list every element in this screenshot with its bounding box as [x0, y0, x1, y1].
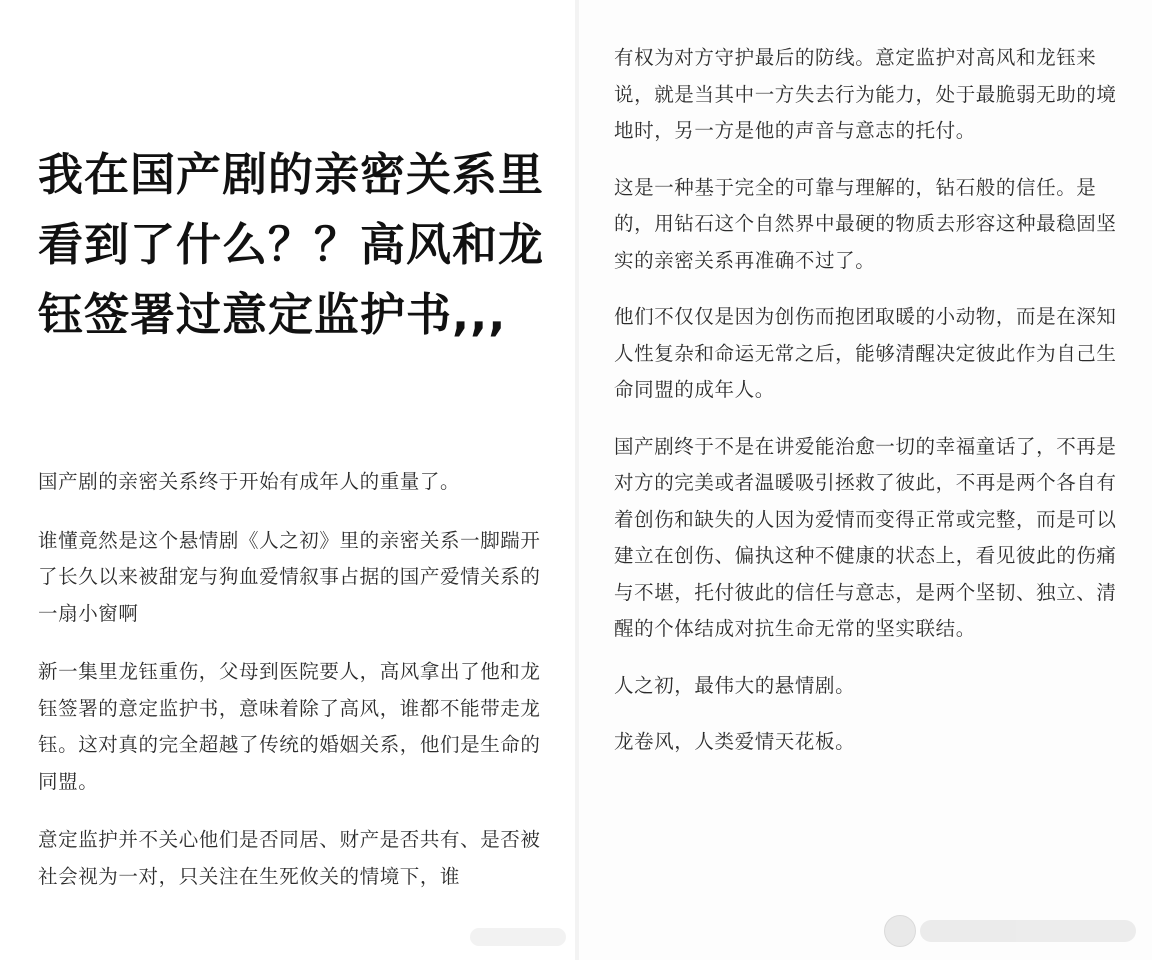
paragraph: 国产剧终于不是在讲爱能治愈一切的幸福童话了，不再是对方的完美或者温暖吸引拯救了彼此，不再是两个各自有着创伤和缺失的人因为爱情而变得正常或完整，而是可以建立在创伤、偏执这种不健康的状态上，看见彼此的伤痛与不堪，托付彼此的信任与意志，是两个坚韧、独立、清醒的个体结成对抗生命无常的坚实联结。 — [614, 434, 1117, 640]
right-body — [614, 40, 1122, 781]
watermark — [470, 928, 566, 946]
paragraph: 人之初，最伟大的悬情剧。 — [614, 673, 856, 697]
paragraph: 龙卷风，人类爱情天花板。 — [614, 730, 856, 753]
left-body — [38, 464, 558, 917]
paragraph: 他们不仅仅是因为创伤而抱团取暖的小动物，而是在深知人性复杂和命运无常之后，能够清醒决定彼此作为自己生命同盟的成年人。 — [614, 305, 1117, 401]
paragraph: 这是一种基于完全的可靠与理解的，钻石般的信任。是的，用钻石这个自然界中最硬的物质去形容这种最稳固坚实的亲密关系再准确不过了。 — [614, 175, 1117, 272]
left-column — [0, 0, 575, 960]
paragraph: 新一集里龙钰重伤，父母到医院要人，高风拿出了他和龙钰签署的意定监护书，意味着除了高风，谁都不能带走龙钰。这对真的完全超越了传统的婚姻关系，他们是生命的同盟。 — [38, 660, 541, 793]
paragraph: 意定监护并不关心他们是否同居、财产是否共有、是否被社会视为一对，只关注在生死攸关的情境下，谁 — [38, 828, 541, 888]
article-title: 我在国产剧的亲密关系里看到了什么？？高风和龙钰签署过意定监护书,,, — [38, 148, 545, 341]
paragraph: 有权为对方守护最后的防线。意定监护对高风和龙钰来说，就是当其中一方失去行为能力，处于最脆弱无助的境地时，另一方是他的声音与意志的托付。 — [614, 46, 1117, 142]
watermark-logo-icon — [884, 915, 916, 947]
paragraph: 国产剧的亲密关系终于开始有成年人的重量了。 — [38, 470, 461, 493]
watermark — [884, 914, 1136, 948]
watermark-bar — [920, 920, 1136, 942]
paragraph: 谁懂竟然是这个悬情剧《人之初》里的亲密关系一脚踹开了长久以来被甜宠与狗血爱情叙事占据的国产爱情关系的一扇小窗啊 — [38, 528, 541, 625]
